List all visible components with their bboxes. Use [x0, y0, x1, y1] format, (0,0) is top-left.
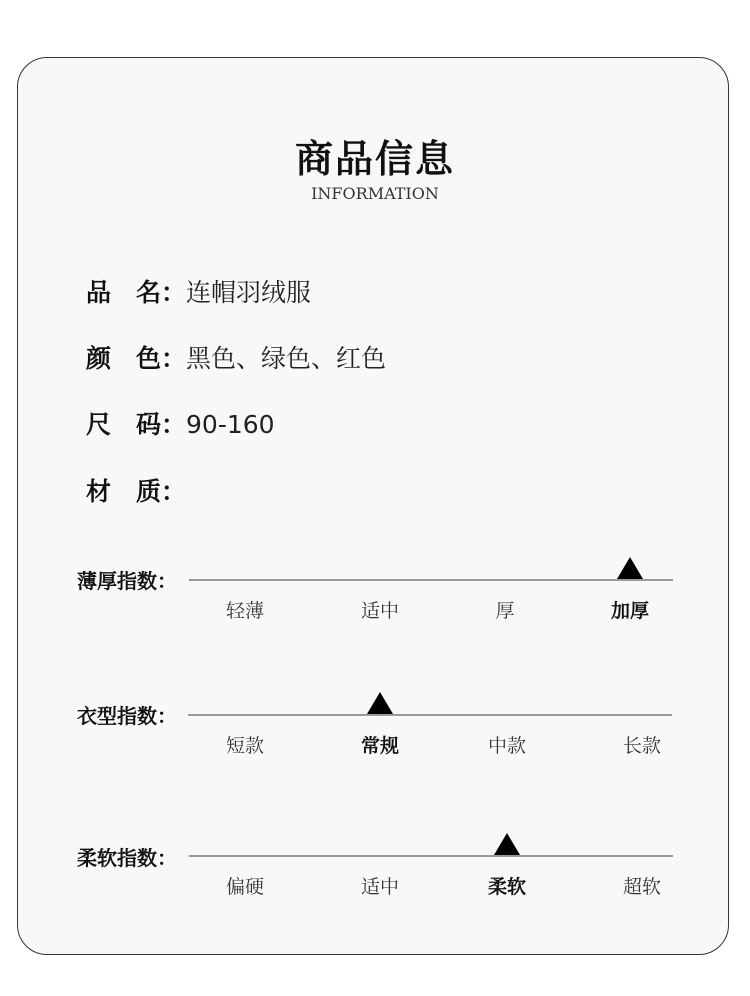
softness-scale-line: [189, 855, 673, 857]
thickness-option: 适中: [360, 600, 399, 622]
softness-option: 偏硬: [225, 876, 264, 898]
thickness-scale-label: 薄厚指数：: [77, 569, 177, 593]
thickness-option: 厚: [495, 600, 515, 622]
fit-option: 常规: [360, 735, 399, 757]
fit-scale-label: 衣型指数：: [77, 704, 177, 728]
color-label: 颜 色：: [86, 344, 187, 373]
name-label: 品 名：: [86, 278, 187, 307]
softness-option: 适中: [360, 876, 399, 898]
info-row-size: [86, 405, 275, 441]
page-subtitle: INFORMATION: [311, 184, 439, 203]
info-row-name: [86, 273, 311, 309]
softness-marker-icon: [494, 833, 520, 855]
thickness-scale-line: [189, 579, 673, 581]
color-value: 黑色、绿色、红色: [186, 344, 387, 373]
info-row-material: [86, 472, 186, 508]
fit-option: 中款: [487, 735, 526, 757]
size-label: 尺 码：: [86, 410, 187, 439]
material-label: 材 质：: [86, 477, 187, 506]
name-value: 连帽羽绒服: [186, 278, 312, 307]
thickness-marker-icon: [617, 557, 643, 579]
thickness-option: 轻薄: [225, 600, 264, 622]
fit-scale-line: [188, 714, 672, 716]
page-title: 商品信息: [294, 137, 455, 181]
softness-option: 超软: [622, 876, 661, 898]
thickness-option: 加厚: [610, 600, 649, 622]
softness-scale-label: 柔软指数：: [77, 846, 177, 870]
fit-option: 短款: [225, 735, 264, 757]
info-row-color: [86, 339, 386, 375]
fit-option: 长款: [622, 735, 661, 757]
size-value: 90-160: [186, 410, 275, 439]
fit-marker-icon: [367, 692, 393, 714]
softness-option: 柔软: [487, 876, 526, 898]
